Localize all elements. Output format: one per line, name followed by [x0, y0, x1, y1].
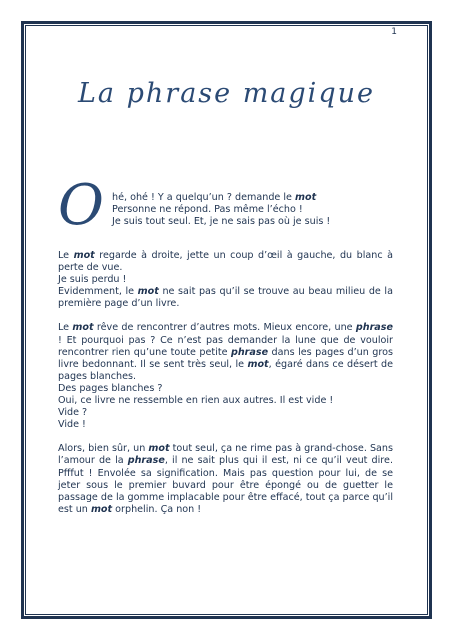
keyword: mot — [247, 358, 269, 370]
page-number: 1 — [391, 27, 397, 37]
intro-line: Je suis tout seul. Et, je ne sais pas où je suis ! — [112, 216, 331, 227]
paragraph — [58, 250, 393, 310]
keyword: phrase — [355, 322, 393, 334]
keyword: phrase — [127, 455, 165, 467]
paragraph-line: Des pages blanches ? — [58, 382, 163, 394]
paragraph-line: Oui, ce livre ne ressemble en rien aux autres. Il est vide ! — [58, 395, 334, 407]
keyword: phrase — [230, 346, 269, 358]
paragraph-line: Vide ! — [58, 419, 86, 431]
intro-line: hé, ohé ! Y a quelqu’un ? demande le mot — [112, 192, 317, 203]
paragraph-line: Vide ? — [58, 407, 88, 419]
keyword: mot — [73, 250, 95, 261]
keyword: mot — [137, 286, 159, 298]
paragraph — [58, 322, 393, 431]
paragraph-line: Le mot regarde à droite, jette un coup d’œil à gauche, du blanc à perte de vue. — [58, 250, 393, 274]
intro-block — [112, 192, 402, 228]
drop-cap: O — [58, 173, 104, 238]
story-body — [58, 250, 393, 528]
page-title: La phrase magique — [78, 78, 375, 109]
paragraph-line: Je suis perdu ! — [58, 274, 127, 286]
paragraph-line: Evidemment, le mot ne sait pas qu’il se trouve au beau milieu de la première page d’un livre. — [58, 286, 393, 310]
keyword: mot — [72, 322, 94, 334]
paragraph-line: Alors, bien sûr, un mot tout seul, ça ne rime pas à grand-chose. Sans l’amour de la phrase, il ne sait plus qui il est, ni ce qu’il veut dire. Pfffut ! Envolée sa signification. Mais pas question pour lui, de se jeter sous le premier buvard pour être épongé ou de guetter le passage de la gomme implacable pour être effacé, tout ça parce qu’il est un mot orphelin. Ça non ! — [58, 443, 393, 515]
paragraph — [58, 443, 393, 516]
keyword: mot — [90, 503, 113, 515]
keyword: mot — [294, 192, 317, 203]
paragraph-line: Le mot rêve de rencontrer d’autres mots. Mieux encore, une phrase ! Et pourquoi pas ? Ce n’est pas demander la lune que de vouloir rencontrer rien qu’une toute petite phrase dans les pages d’un gros livre bedonnant. Il se sent très seul, le mot, égaré dans ce désert de pages blanches. — [58, 322, 393, 382]
intro-line: Personne ne répond. Pas même l’écho ! — [112, 204, 303, 215]
keyword: mot — [148, 443, 170, 455]
